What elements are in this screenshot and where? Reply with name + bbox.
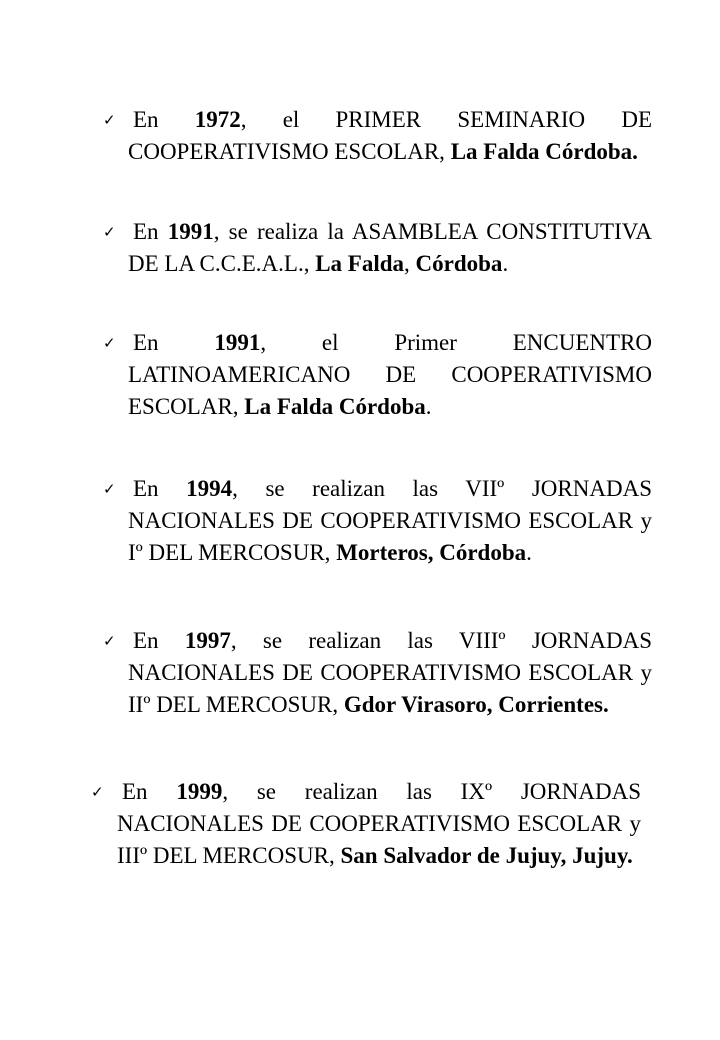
- checkmark-icon: ✓: [103, 480, 116, 498]
- item-place: La Falda Córdoba: [244, 394, 426, 419]
- item-description: , se realizan las IXº JORNADAS NACIONALES DE COOPERATIVISMO ESCOLAR y IIIº DEL MERCOSUR,: [117, 779, 641, 868]
- item-place-province: Córdoba: [415, 251, 503, 276]
- item-lead: En: [133, 628, 185, 653]
- checkmark-icon: ✓: [103, 111, 116, 129]
- item-lead: En: [133, 330, 215, 355]
- item-place: Morteros, Córdoba: [336, 540, 527, 565]
- checkmark-icon: ✓: [91, 783, 104, 801]
- item-end: .: [526, 540, 532, 565]
- item-lead: En: [133, 219, 168, 244]
- list-item-1994: [128, 473, 652, 569]
- checkmark-icon: ✓: [103, 334, 116, 352]
- item-end: .: [425, 394, 432, 419]
- item-end: .: [502, 251, 509, 276]
- checkmark-icon: ✓: [103, 632, 116, 650]
- checkmark-icon: ✓: [103, 223, 116, 241]
- item-place: La Falda Córdoba.: [450, 139, 638, 164]
- item-year: 1999: [176, 779, 223, 804]
- list-item-1991-encuentro: [128, 327, 652, 423]
- item-description: , se realizan las VIIº JORNADAS NACIONALES DE COOPERATIVISMO ESCOLAR y Iº DEL MERCOSUR,: [128, 476, 652, 565]
- item-lead: En: [122, 779, 177, 804]
- list-item-1991-asamblea: [128, 216, 652, 280]
- item-place: La Falda: [315, 251, 405, 276]
- item-place: San Salvador de Jujuy, Jujuy.: [340, 843, 633, 868]
- item-description: , el Primer ENCUENTRO LATINOAMERICANO DE COOPERATIVISMO ESCOLAR,: [128, 330, 652, 419]
- item-separator: ,: [404, 251, 416, 276]
- list-item-1997: [128, 625, 652, 721]
- item-description: , el PRIMER SEMINARIO DE COOPERATIVISMO ESCOLAR,: [128, 107, 652, 164]
- item-year: 1991: [214, 330, 261, 355]
- item-year: 1991: [167, 219, 214, 244]
- item-year: 1997: [184, 628, 231, 653]
- item-description: , se realizan las VIIIº JORNADAS NACIONALES DE COOPERATIVISMO ESCOLAR y IIº DEL MERCOSUR,: [128, 628, 652, 717]
- item-lead: En: [133, 107, 195, 132]
- item-place: Gdor Virasoro, Corrientes.: [343, 692, 609, 717]
- item-year: 1994: [186, 476, 233, 501]
- item-year: 1972: [194, 107, 241, 132]
- list-item-1999: [117, 776, 641, 872]
- item-lead: En: [133, 476, 187, 501]
- list-item-1972: [128, 104, 652, 168]
- item-description: , se realiza la ASAMBLEA CONSTITUTIVA DE LA C.C.E.A.L.,: [128, 219, 652, 276]
